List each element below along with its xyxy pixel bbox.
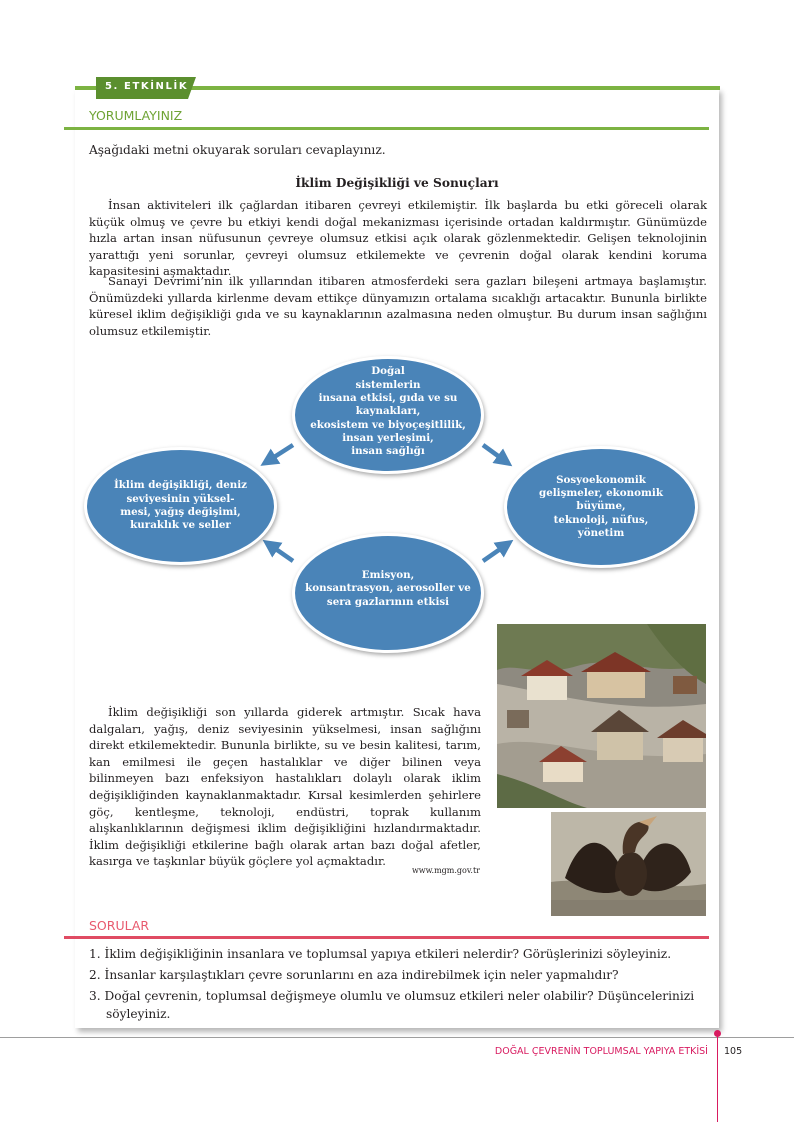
footer-rule <box>0 1037 794 1038</box>
arrow-top-to-left <box>268 445 293 461</box>
diagram-bubble-natural-systems <box>292 356 484 474</box>
questions-title: SORULAR <box>89 918 150 933</box>
bubble-line: seviyesinin yüksel- <box>126 492 235 505</box>
footer-title: DOĞAL ÇEVRENİN TOPLUMSAL YAPIYA ETKİSİ <box>494 1046 708 1057</box>
instructions: Aşağıdaki metni okuyarak soruları cevaplayınız. <box>89 143 386 157</box>
diagram-bubble-climate-change <box>84 447 277 565</box>
bubble-line: insan yerleşimi, <box>342 431 434 444</box>
bubble-line: büyüme, <box>576 500 626 513</box>
source-credit: www.mgm.gov.tr <box>411 866 480 875</box>
article-title: İklim Değişikliği ve Sonuçları <box>295 176 499 190</box>
section-title: YORUMLAYINIZ <box>89 108 183 123</box>
bubble-line: ekosistem ve biyoçeşitlilik, <box>310 418 466 431</box>
footer-divider <box>717 1033 718 1122</box>
article-paragraph-1: İnsan aktiviteleri ilk çağlardan itibaren çevreyi etkilemiştir. İlk başlarda bu etki göreceli olarak küçük olmuş ve çevre bu etkiyi kendi doğal mekanizması içerisinde ortadan kaldırmıştır. Günümüzde hızla artan insan nüfusunun çevreye olumsuz etkisi açık olarak gözlenmektedir. Gelişen teknolojinin yarattığı yeni sorunlar, çevreyi olumsuz etkilemekte ve çevrenin doğal olarak kendini koruma kapasitesini aşmaktadır. <box>89 198 707 279</box>
article-paragraph-2: Sanayi Devrimi’nin ilk yıllarından itibaren atmosferdeki sera gazları bileşeni artmaya başlamıştır. Önümüzdeki yıllarda kirlenme devam ettikçe dünyamızın ortalama sıcaklığı artacaktır. Bununla birlikte küresel iklim değişikliği gıda ve su kaynaklarının azalmasına neden olmuştur. Bu durum insan sağlığını olumsuz etkilemiştir. <box>89 274 707 338</box>
question-1: 1. İklim değişikliğinin insanlara ve toplumsal yapıya etkileri nelerdir? Görüşlerinizi söyleyiniz. <box>89 947 672 961</box>
diagram-bubble-emissions <box>292 533 484 653</box>
bubble-line: insan sağlığı <box>351 445 425 458</box>
question-3: 3. Doğal çevrenin, toplumsal değişmeye olumlu ve olumsuz etkileri neler olabilir? Düşüncelerinizi söyleyiniz. <box>89 989 695 1021</box>
questions-title-rule <box>64 936 709 939</box>
bubble-line: kuraklık ve seller <box>130 519 231 532</box>
bubble-line: insana etkisi, gıda ve su <box>318 392 458 405</box>
flood-photo <box>497 624 706 808</box>
bubble-line: Sosyoekonomik <box>556 473 646 486</box>
page-number: 105 <box>724 1046 743 1057</box>
bubble-line: gelişmeler, ekonomik <box>539 487 663 500</box>
footer-dot <box>714 1030 721 1037</box>
article-paragraph-3: İklim değişikliği son yıllarda giderek artmıştır. Sıcak hava dalgaları, yağış, deniz seviyesinin yükselmesi, insan sağlığını direkt etkilemektedir. Bununla birlikte, su ve besin kalitesi, tarım, kan emilmesi ile geçen hastalıklar ve diğer bilinen veya bilinmeyen bazı enfeksiyon hastalıkları dolaylı olarak iklim değişikliğinden kaynaklanmaktadır. Kırsal kesimlerden şehirlere göç, kentleşme, teknoloji, endüstri, toprak kullanım alışkanlıklarının değişmesi iklim değişikliğini hızlandırmaktadır. İklim değişikliği etkilerine bağlı olarak artan bazı doğal afetler, kasırga ve taşkınlar büyük göçlere yol açmaktadır. <box>89 705 481 869</box>
bubble-line: Emisyon, <box>361 569 415 582</box>
bubble-line: mesi, yağış değişimi, <box>120 506 241 518</box>
bubble-line: sistemlerin <box>355 378 421 391</box>
bubble-line: Doğal <box>371 365 405 378</box>
bubble-line: İklim değişikliği, deniz <box>113 479 248 492</box>
bubble-line: sera gazlarının etkisi <box>326 595 450 608</box>
bubble-line: yönetim <box>577 526 625 539</box>
oiled-bird-photo <box>551 812 706 916</box>
arrow-bottom-to-right <box>483 545 506 561</box>
question-2: 2. İnsanlar karşılaştıkları çevre sorunlarını en aza indirebilmek için neler yapmalıdır? <box>89 968 619 982</box>
bubble-line: teknoloji, nüfus, <box>553 513 649 526</box>
bubble-line: kaynakları, <box>355 405 421 418</box>
arrow-top-to-right <box>483 445 505 461</box>
activity-label: 5. ETKİNLİK <box>105 81 189 92</box>
bubble-line: konsantrasyon, aerosoller ve <box>305 582 471 595</box>
arrow-bottom-to-left <box>270 545 293 561</box>
diagram-bubble-socioeconomic <box>504 446 698 568</box>
